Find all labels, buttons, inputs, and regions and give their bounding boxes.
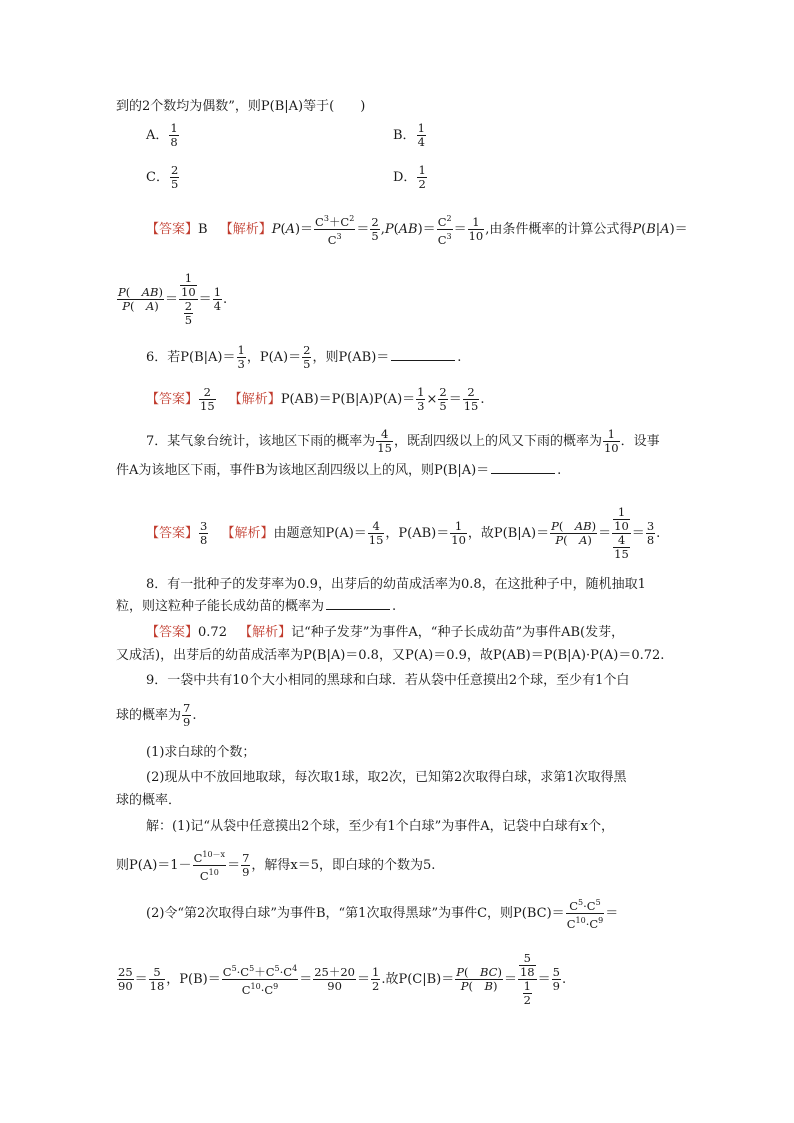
choice-a-label: A． <box>146 128 169 143</box>
choice-b <box>393 122 427 149</box>
q7-stem-1: 7．某气象台统计，该地区下雨的概率为 $\frac{4}{15}$ ，既刮四级以上的风又下雨的概率为 $\frac{1}{10}$ ．设事 <box>146 427 660 455</box>
q8-stem-1: 8．有一批种子的发芽率为0.9，出芽后的幼苗成活率为0.8，在这批种子中，随机抽取1 <box>146 577 646 592</box>
q9-part-2b: 球的概率． <box>116 793 182 808</box>
q8-stem-2: 粒，则这粒种子能长成幼苗的概率为 . <box>116 599 397 614</box>
choice-d <box>393 164 428 191</box>
answer-blank <box>326 609 390 610</box>
q5-answer: B <box>198 221 208 237</box>
analysis-tag: 【解析】 <box>219 221 272 237</box>
q9-solution-1b: 则P(A)＝1－ $\frac{C^{10-x}}{C^{10}}$ ＝ $\frac{7}{9}$ ，解得x＝5，即白球的个数为5. <box>116 850 436 883</box>
q5-answer-line: 【答案】B 【解析】P(A)＝ $\frac{C^3+C^2}{C^3}$ ＝ $\frac{2}{5}$ ,P(AB)＝ $\frac{C^2}{C^3}$ ＝ $\frac{1}{10}$ ,由条件概率的计算公式得P(B|A)＝ <box>146 214 688 247</box>
q9-part-1: (1)求白球的个数； <box>146 745 256 760</box>
q9-solution-2a: (2)令“第2次取得白球”为事件B，“第1次取得黑球”为事件C，则P(BC)＝ $\frac{C^5\cdot C^5}{C^{10}\cdot C^9}$ ＝ <box>146 898 619 931</box>
answer-blank <box>491 473 555 474</box>
q9-part-2a: (2)现从中不放回地取球，每次取1球，取2次，已知第2次取得白球，求第1次取得黑 <box>146 770 627 785</box>
q7-answer: $\frac{3}{8}$ <box>200 519 208 547</box>
q8-solution-2: 又成活)，出芽后的幼苗成活率为P(B|A)＝0.8，又P(A)＝0.9，故P(AB)＝P(B|A)·P(A)＝0.72. <box>116 648 665 663</box>
choice-a <box>146 122 180 149</box>
q9-solution-1a: 解：(1)记“从袋中任意摸出2个球，至少有1个白球”为事件A，记袋中白球有x个， <box>146 819 614 834</box>
q6-number: 6． <box>146 350 168 365</box>
q7-stem-2: 件A为该地区下雨，事件B为该地区刮四级以上的风，则P(B|A)＝ . <box>116 463 562 478</box>
q5-text: 由条件概率的计算公式得 <box>489 221 633 237</box>
choice-b-label: B． <box>393 128 416 143</box>
choice-c-fraction: $\frac{2}{5}$ <box>170 163 179 191</box>
q6-answer-line: 【答案】 $\frac{2}{15}$ 【解析】P(AB)＝P(B|A)P(A)＝ $\frac{1}{3}$ × $\frac{2}{5}$ ＝ $\frac{2}{15}$ . <box>146 385 485 413</box>
choice-c <box>146 164 180 191</box>
choice-d-label: D． <box>393 170 417 185</box>
q5-formula: $\frac{P( AB)}{P( A)}$ ＝ $\frac{\frac{1}{10}}{\frac{2}{5}}$ ＝ $\frac{1}{4}$ . <box>118 271 228 327</box>
q9-stem-2: 球的概率为 $\frac{7}{9}$ . <box>116 701 197 729</box>
choice-d-fraction: $\frac{1}{2}$ <box>418 163 426 191</box>
answer-blank <box>391 360 455 361</box>
choice-b-fraction: $\frac{1}{4}$ <box>417 121 425 149</box>
q9-solution-2b: $\frac{25}{90}$ ＝ $\frac{5}{18}$ ，P(B)＝ $\frac{C^5\cdot C^5+C^5\cdot C^4}{C^{10}\cdot C^9}$ ＝ $\frac{25+20}{90}$ ＝ $\frac{1}{2}$ .故P(C|B)＝ $\frac{P( BC)}{P( B)}$ ＝ $\frac{\frac{5}{18}}{\frac{1}{2}}$ ＝ $\frac{5}{9}$ . <box>118 951 567 1007</box>
choice-c-label: C． <box>146 170 169 185</box>
question-intro: 到的2个数均为偶数”，则P(B|A)等于( ) <box>116 99 366 114</box>
answer-tag: 【答案】 <box>146 221 199 237</box>
q8-answer: 0.72 <box>198 625 227 640</box>
choice-a-fraction: $\frac{1}{8}$ <box>170 121 178 149</box>
q6-stem: 6．若P(B|A)＝ $\frac{1}{3}$ ，P(A)＝ $\frac{2}{5}$ ，则P(AB)＝ . <box>146 343 462 371</box>
q7-answer-line: 【答案】 $\frac{3}{8}$ 【解析】由题意知P(A)＝ $\frac{4}{15}$ ，P(AB)＝ $\frac{1}{10}$ ，故P(B|A)＝ $\frac{P( AB)}{P( A)}$ ＝ $\frac{\frac{1}{10}}{\frac{4}{15}}$ ＝ $\frac{3}{8}$ . <box>146 505 661 561</box>
q9-stem-1: 9．一袋中共有10个大小相同的黑球和白球．若从袋中任意摸出2个球，至少有1个白 <box>146 673 630 688</box>
q8-answer-line: 【答案】0.72 【解析】记“种子发芽”为事件A，“种子长成幼苗”为事件AB(发芽， <box>146 625 625 640</box>
q6-answer: $\frac{2}{15}$ <box>200 385 215 413</box>
